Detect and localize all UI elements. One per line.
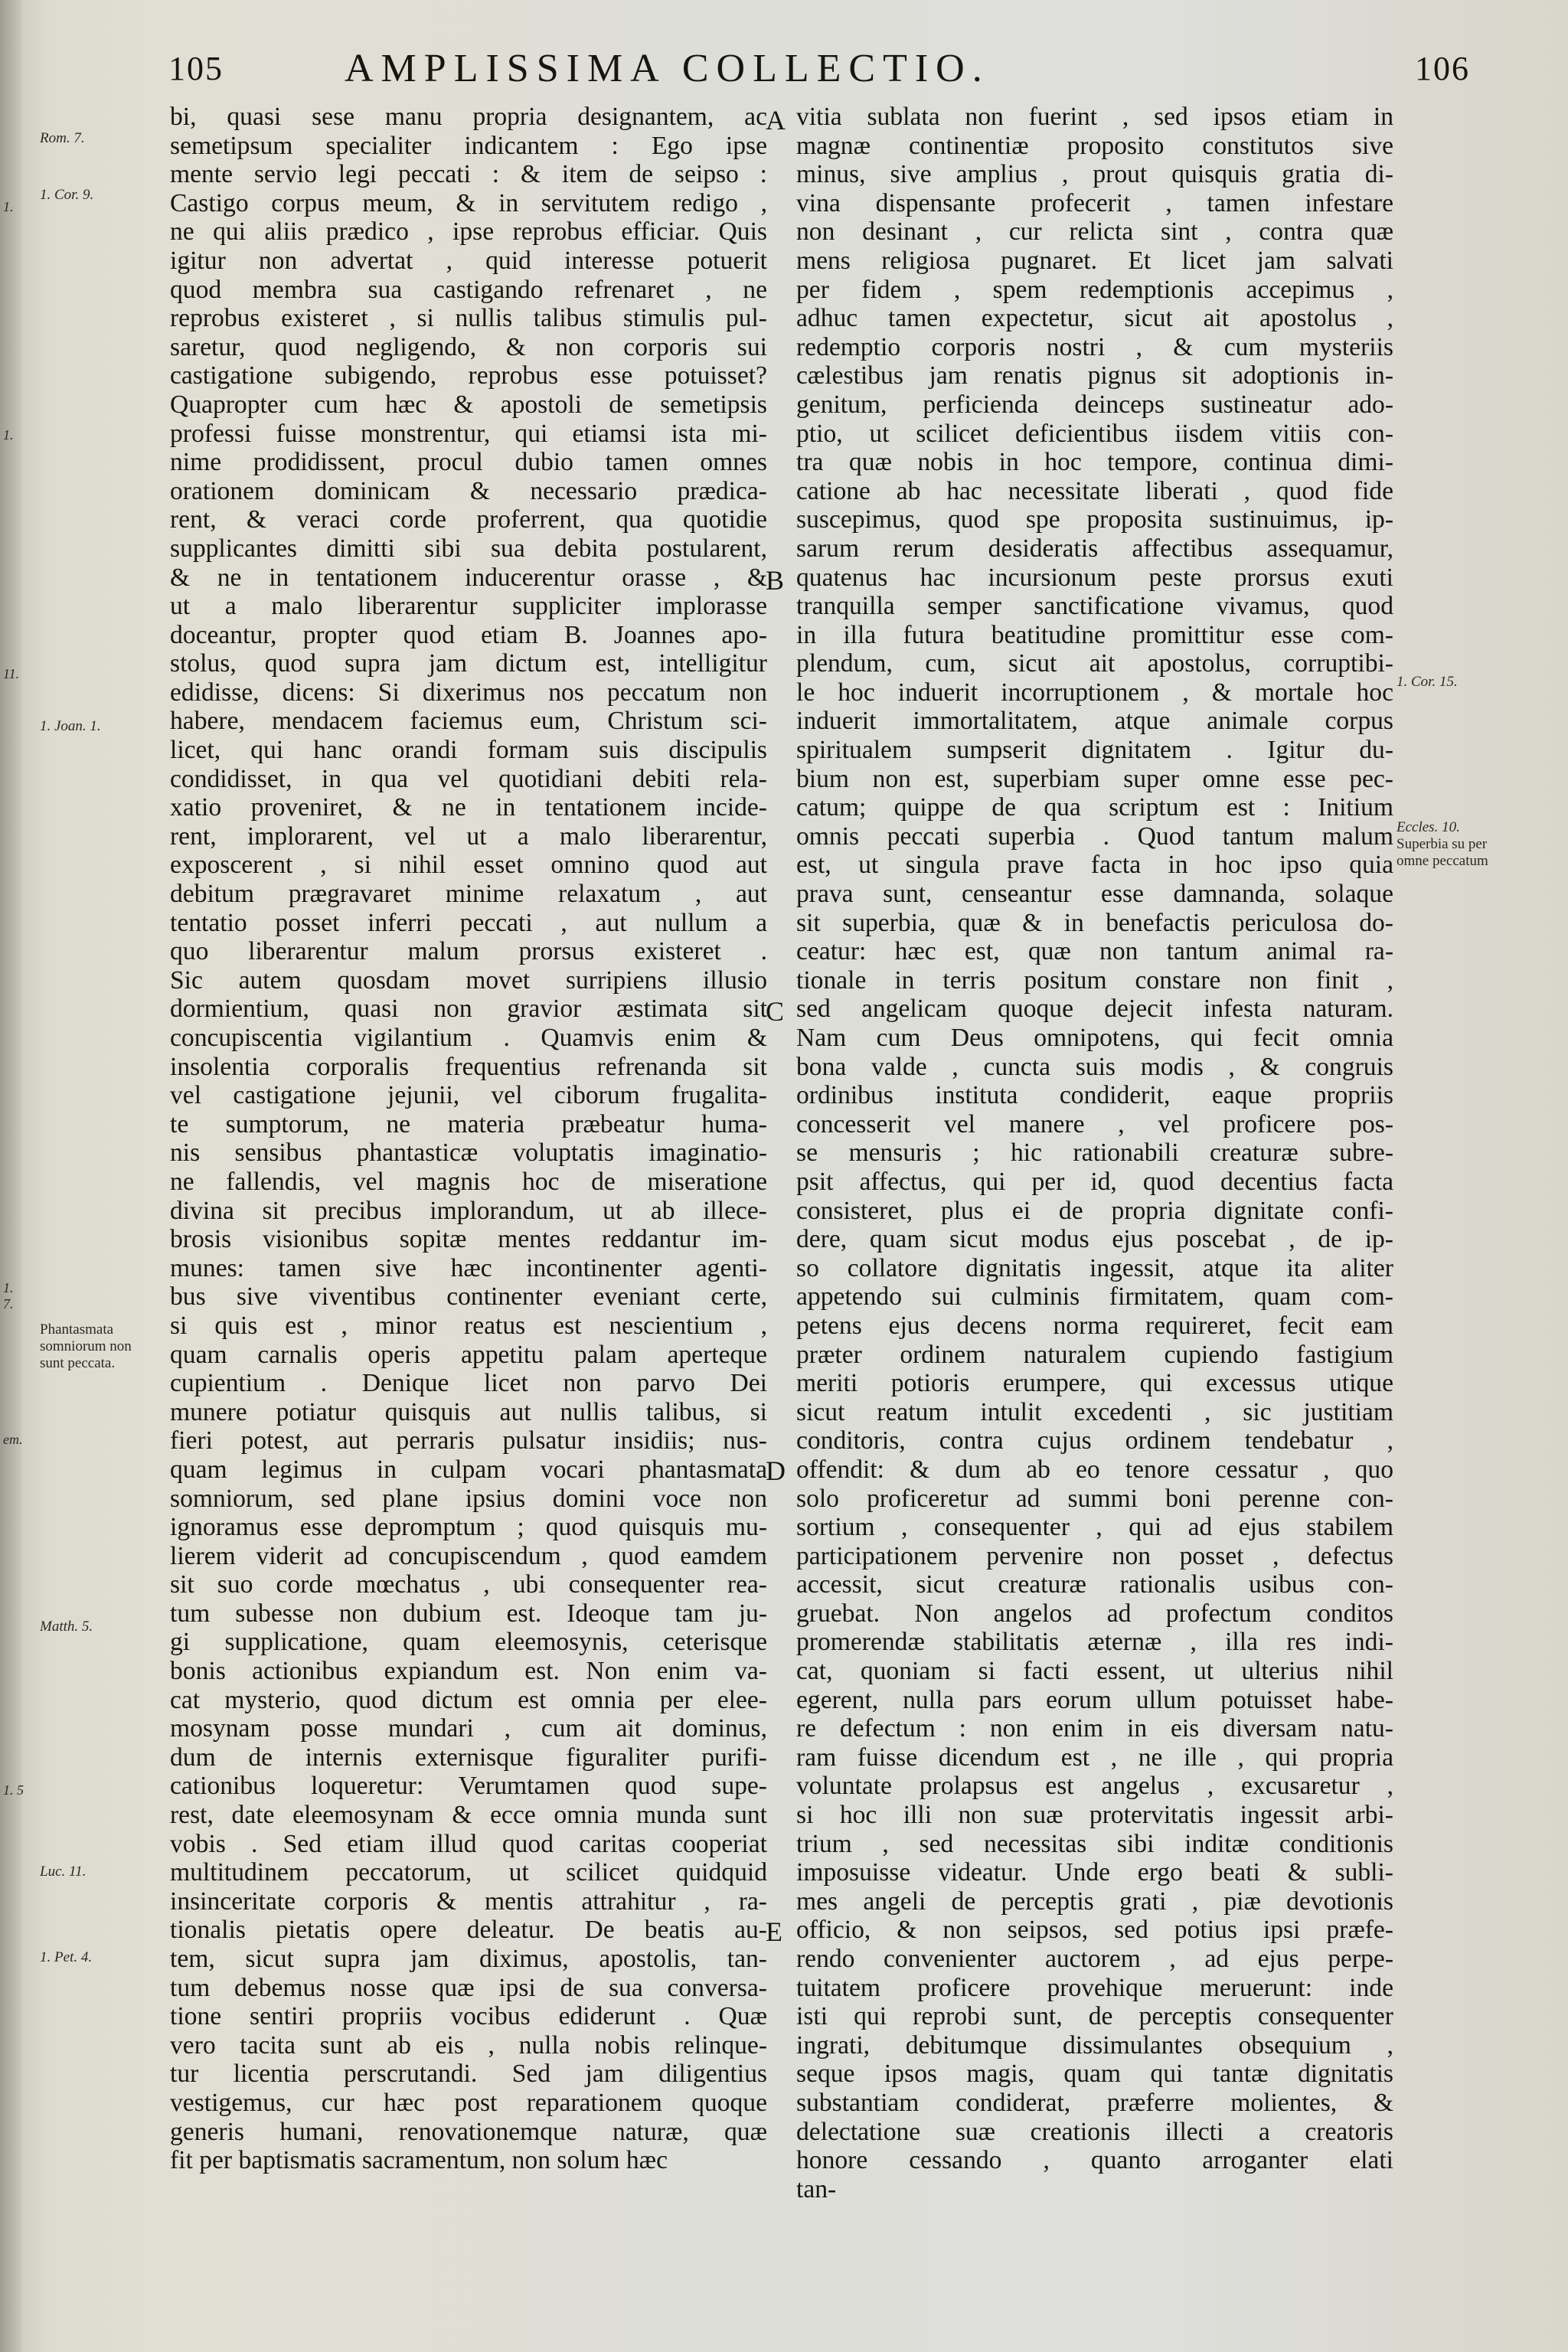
text-line: catum; quippe de qua scriptum est : Initium (796, 793, 1393, 822)
text-line: licet, qui hanc orandi formam suis discipulis (170, 736, 767, 765)
section-letter: B (766, 565, 785, 596)
left-text-column (170, 103, 767, 2175)
text-line: ptio, ut scilicet deficientibus iisdem vitiis con- (796, 419, 1393, 448)
text-line: cat, quoniam si facti essent, ut ulterius nihil (796, 1657, 1393, 1686)
text-line: rendo convenienter auctorem , ad ejus perpe- (796, 1945, 1393, 1973)
text-line: bus sive viventibus continenter eveniant certe, (170, 1282, 767, 1312)
text-line: est, ut singula prave facta in hoc ipso quia (796, 851, 1393, 880)
text-line: gruebat. Non angelos ad profectum conditos (796, 1599, 1393, 1628)
margin-note: Matth. 5. (40, 1619, 93, 1635)
text-line: vina dispensante profecerit , tamen infestare (796, 188, 1393, 217)
page-number-right: 106 (1415, 50, 1470, 87)
text-line: xatio proveniret, & ne in tentationem incide- (170, 793, 767, 822)
edge-fragment: em. (3, 1432, 23, 1447)
text-line: ceatur: hæc est, quæ non tantum animal ra- (796, 937, 1393, 966)
text-line: le hoc induerit incorruptionem , & mortale hoc (796, 678, 1393, 707)
text-line: catione ab hac necessitate liberati , quod fide (796, 476, 1393, 505)
text-line: rent, implorarent, vel ut a malo liberarentur, (170, 822, 767, 851)
text-line: genitum, perficienda deinceps sustineatur ado- (796, 390, 1393, 419)
text-line: tranquilla semper sanctificatione vivamus, quod (796, 592, 1393, 621)
margin-note: 1. Cor. 9. (40, 187, 94, 203)
text-line: cationibus loqueretur: Verumtamen quod supe- (170, 1772, 767, 1801)
edge-fragments (3, 0, 26, 2352)
text-line: so collatore dignitatis ingessit, atque ita aliter (796, 1253, 1393, 1282)
text-line: promerendæ stabilitatis æternæ , illa res indi- (796, 1628, 1393, 1657)
text-line: supplicantes dimitti sibi sua debita postularent, (170, 534, 767, 563)
text-line: orationem dominicam & necessario prædica- (170, 476, 767, 505)
margin-note: Luc. 11. (40, 1864, 87, 1880)
text-line: isti qui reprobi sunt, de perceptis consequenter (796, 2002, 1393, 2031)
text-line: mosynam posse mundari , cum ait dominus, (170, 1714, 767, 1743)
text-line: lierem viderit ad concupiscendum , quod eamdem (170, 1541, 767, 1570)
text-line: exposcerent , si nihil esset omnino quod aut (170, 851, 767, 880)
text-line: non desinant , cur relicta sint , contra quæ (796, 217, 1393, 247)
text-line: & ne in tentationem inducerentur orasse , & (170, 563, 767, 592)
right-margin-notes (1393, 0, 1554, 2352)
edge-fragment: 1. 7. (3, 1280, 14, 1312)
text-line: tionale in terris positum constare non finit , (796, 965, 1393, 995)
text-line: si quis est , minor reatus est nescientium , (170, 1311, 767, 1340)
text-line: tum debemus nosse quæ ipsi de sua conversa- (170, 1973, 767, 2002)
text-line: tur licentia perscrutandi. Sed jam diligentius (170, 2060, 767, 2089)
text-line: in illa futura beatitudine promittitur esse com- (796, 620, 1393, 649)
text-line: ne fallendis, vel magnis hoc de miseratione (170, 1167, 767, 1196)
text-line: brosis visionibus sopitæ mentes reddantur im- (170, 1225, 767, 1254)
text-line: bona valde , cuncta suis modis , & congruis (796, 1052, 1393, 1081)
text-line: doceantur, propter quod etiam B. Joannes apo- (170, 620, 767, 649)
page-header (168, 49, 1485, 103)
text-line: professi fuisse monstrentur, qui etiamsi ista mi- (170, 419, 767, 448)
text-line: rest, date eleemosynam & ecce omnia munda sunt (170, 1801, 767, 1830)
text-line: induerit immortalitatem, atque animale corpus (796, 707, 1393, 736)
text-line: munere potiatur quisquis aut nullis talibus, si (170, 1397, 767, 1426)
text-line: quam legimus in culpam vocari phantasmata (170, 1455, 767, 1484)
text-line: ordinibus instituta condiderit, eaque propriis (796, 1081, 1393, 1110)
text-line: re defectum : non enim in eis diversam natu- (796, 1714, 1393, 1743)
margin-note: Phantasmata somniorum non sunt peccata. (40, 1321, 132, 1371)
text-line: quam carnalis operis appetitu palam aperteque (170, 1340, 767, 1369)
text-line: magnæ continentiæ proposito constitutos sive (796, 131, 1393, 160)
text-line: petens ejus decens norma requireret, fecit eam (796, 1311, 1393, 1340)
text-line: cupientium . Denique licet non parvo Dei (170, 1369, 767, 1398)
text-line: accessit, sicut creaturæ rationalis usibus con- (796, 1570, 1393, 1599)
text-line: psit affectus, qui per id, quod decentius facta (796, 1167, 1393, 1196)
text-line: concesserit vel manere , vel proficere pos- (796, 1109, 1393, 1138)
text-line: insolentia corporalis frequentius refrenanda sit (170, 1052, 767, 1081)
text-line: multitudinem peccatorum, ut scilicet quidquid (170, 1858, 767, 1887)
text-line: per fidem , spem redemptionis accepimus , (796, 275, 1393, 304)
text-line: trium , sed necessitas sibi inditæ conditionis (796, 1829, 1393, 1858)
text-line: imposuisse videatur. Unde ergo beati & subli- (796, 1858, 1393, 1887)
text-line: condidisset, in qua vel quotidiani debiti rela- (170, 764, 767, 793)
section-letter: C (766, 996, 785, 1027)
margin-note: 1. Cor. 15. (1396, 674, 1458, 690)
text-line: tione sentiri propriis vocibus ediderunt . Quæ (170, 2002, 767, 2031)
text-line: tan- (796, 2174, 837, 2203)
text-line: ignoramus esse depromptum ; quod quisquis mu- (170, 1513, 767, 1542)
text-line: Castigo corpus meum, & in servitutem redigo , (170, 188, 767, 217)
text-line: spiritualem sumpserit dignitatem . Igitur du- (796, 736, 1393, 765)
text-line: rent, & veraci corde proferrent, qua quotidie (170, 505, 767, 534)
text-line: participationem pervenire non posset , defectus (796, 1541, 1393, 1570)
text-line: vitia sublata non fuerint , sed ipsos etiam in (796, 103, 1393, 131)
text-line: vel castigatione jejunii, vel ciborum frugalita- (170, 1081, 767, 1110)
text-line: ingrati, debitumque dissimulantes obsequium , (796, 2030, 1393, 2060)
section-letter: D (766, 1455, 786, 1486)
running-title: AMPLISSIMA COLLECTIO. (345, 47, 990, 90)
text-line: fit per baptismatis sacramentum, non solum hæc (170, 2146, 668, 2175)
text-line: adhuc tamen expectetur, sicut ait apostolus , (796, 304, 1393, 333)
text-line: seque ipsos magis, quam qui tantæ dignitatis (796, 2060, 1393, 2089)
text-line: officio, & non seipsos, sed potius ipsi præfe- (796, 1916, 1393, 1945)
text-line: tra quæ nobis in hoc tempore, continua dimi- (796, 448, 1393, 477)
text-line: castigatione subigendo, reprobus esse potuisset? (170, 361, 767, 390)
margin-note: Eccles. 10. (1396, 819, 1460, 835)
text-line: conditoris, contra cujus ordinem tendebatur , (796, 1426, 1393, 1455)
text-line: quod membra sua castigando refrenaret , ne (170, 275, 767, 304)
text-line: solo proficeretur ad summi boni perenne con- (796, 1484, 1393, 1513)
text-line: se mensuris ; hic rationabili creaturæ subre- (796, 1138, 1393, 1168)
margin-note: 1. Joan. 1. (40, 718, 101, 734)
text-line: vero tacita sunt ab eis , nulla nobis relinque- (170, 2030, 767, 2060)
text-line: quo liberarentur malum prorsus existeret . (170, 937, 767, 966)
section-letter: E (766, 1916, 782, 1947)
text-line: Quapropter cum hæc & apostoli de semetipsis (170, 390, 767, 419)
text-line: si hoc illi non suæ protervitatis ingessit arbi- (796, 1801, 1393, 1830)
text-line: ne qui aliis prædico , ipse reprobus efficiar. Quis (170, 217, 767, 247)
text-line: ram fuisse dicendum est , ne ille , qui propria (796, 1743, 1393, 1772)
section-letter: A (766, 105, 786, 136)
text-line: bi, quasi sese manu propria designantem, ac (170, 103, 767, 131)
text-line: concupiscentia vigilantium . Quamvis enim & (170, 1024, 767, 1052)
text-line: plendum, cum, sicut ait apostolus, corruptibi- (796, 649, 1393, 678)
text-line: omnis peccati superbia . Quod tantum malum (796, 822, 1393, 851)
text-line: edidisse, dicens: Si dixerimus nos peccatum non (170, 678, 767, 707)
text-line: tum subesse non dubium est. Ideoque tam ju- (170, 1599, 767, 1628)
text-line: honore cessando , quanto arroganter elati (796, 2146, 1393, 2175)
text-line: te sumptorum, ne materia præbeatur huma- (170, 1109, 767, 1138)
text-line: prava sunt, censeantur esse damnanda, solaque (796, 880, 1393, 909)
text-line: redemptio corporis nostri , & cum mysteriis (796, 332, 1393, 361)
text-line: quatenus hac incursionum peste prorsus exuti (796, 563, 1393, 592)
text-line: mens religiosa pugnaret. Et licet jam salvati (796, 246, 1393, 275)
text-line: sit suo corde mœchatus , ubi consequenter rea- (170, 1570, 767, 1599)
text-line: tem, sicut supra jam diximus, apostolis, tan- (170, 1945, 767, 1973)
margin-note: Rom. 7. (40, 130, 85, 146)
text-line: egerent, nulla pars eorum ullum potuisset habe- (796, 1685, 1393, 1714)
margin-note: 1. Pet. 4. (40, 1949, 93, 1965)
text-line: bium non est, superbiam super omne esse pec- (796, 764, 1393, 793)
text-line: tuitatem proficere provehique meruerunt: inde (796, 1973, 1393, 2002)
edge-fragment: 1. (3, 199, 14, 214)
text-line: semetipsum specialiter indicantem : Ego ipse (170, 131, 767, 160)
edge-fragment: 1. 5 (3, 1782, 24, 1798)
text-line: delectatione suæ creationis illecti a creatoris (796, 2117, 1393, 2146)
text-line: Sic autem quosdam movet surripiens illusio (170, 965, 767, 995)
text-line: igitur non advertat , quid interesse potuerit (170, 246, 767, 275)
text-line: Nam cum Deus omnipotens, qui fecit omnia (796, 1024, 1393, 1052)
text-line: divina sit precibus implorandum, ut ab illece- (170, 1196, 767, 1225)
text-line: debitum prægravaret minime relaxatum , aut (170, 880, 767, 909)
text-line: dum de internis externisque figuraliter purifi- (170, 1743, 767, 1772)
text-line: dere, quam sicut modus ejus poscebat , de ip- (796, 1225, 1393, 1254)
text-line: substantiam condiderat, præferre molientes, & (796, 2088, 1393, 2117)
text-line: tentatio posset inferri peccati , aut nullum a (170, 908, 767, 937)
text-line: bonis actionibus expiandum est. Non enim va- (170, 1657, 767, 1686)
text-line: generis humani, renovationemque naturæ, quæ (170, 2117, 767, 2146)
text-line: insinceritate corporis & mentis attrahitur , ra- (170, 1886, 767, 1916)
text-line: suscepimus, quod spe proposita sustinuimus, ip- (796, 505, 1393, 534)
text-line: appetendo sui culminis firmitatem, quam com- (796, 1282, 1393, 1312)
text-line: sortium , consequenter , qui ad ejus stabilem (796, 1513, 1393, 1542)
text-line: reprobus existeret , si nullis talibus stimulis pul- (170, 304, 767, 333)
text-line: habere, mendacem faciemus eum, Christum sci- (170, 707, 767, 736)
text-line: meriti potioris erumpere, qui excessus utique (796, 1369, 1393, 1398)
margin-note: Superbia su per omne peccatum (1396, 836, 1488, 869)
text-line: voluntate prolapsus est angelus , excusaretur , (796, 1772, 1393, 1801)
text-line: munes: tamen sive hæc incontinenter agenti- (170, 1253, 767, 1282)
text-line: sed angelicam quoque dejecit infesta naturam. (796, 995, 1393, 1024)
text-line: vestigemus, cur hæc post reparationem quoque (170, 2088, 767, 2117)
text-line: somniorum, sed plane ipsius domini voce non (170, 1484, 767, 1513)
text-line: gi supplicatione, quam eleemosynis, ceterisque (170, 1628, 767, 1657)
text-line: consisteret, plus ei de propria dignitate confi- (796, 1196, 1393, 1225)
right-text-column (796, 103, 1393, 2203)
text-line: fieri potest, aut perraris pulsatur insidiis; nus- (170, 1426, 767, 1455)
text-line: mente servio legi peccati : & item de seipso : (170, 160, 767, 189)
text-line: sarum rerum desideratis affectibus assequamur, (796, 534, 1393, 563)
text-line: offendit: & dum ab eo tenore cessatur , quo (796, 1455, 1393, 1484)
text-line: saretur, quod negligendo, & non corporis sui (170, 332, 767, 361)
edge-fragment: 11. (3, 666, 20, 681)
text-line: nime prodidissent, procul dubio tamen omnes (170, 448, 767, 477)
left-margin-notes (40, 0, 162, 2352)
text-line: cat mysterio, quod dictum est omnia per elee- (170, 1685, 767, 1714)
text-line: nis sensibus phantasticæ voluptatis imaginatio- (170, 1138, 767, 1168)
text-line: mes angeli de perceptis grati , piæ devotionis (796, 1886, 1393, 1916)
text-line: minus, sive amplius , prout quisquis gratia di- (796, 160, 1393, 189)
edge-fragment: 1. (3, 427, 14, 443)
text-line: dormientium, quasi non gravior æstimata sit (170, 995, 767, 1024)
text-line: tionalis pietatis opere deleatur. De beatis au- (170, 1916, 767, 1945)
text-line: vobis . Sed etiam illud quod caritas cooperiat (170, 1829, 767, 1858)
text-line: cælestibus jam renatis pignus sit adoptionis in- (796, 361, 1393, 390)
text-line: sicut reatum intulit excedenti , sic justitiam (796, 1397, 1393, 1426)
text-line: sit superbia, quæ & in benefactis periculosa do- (796, 908, 1393, 937)
text-line: ut a malo liberarentur suppliciter implorasse (170, 592, 767, 621)
text-line: præter ordinem naturalem cupiendo fastigium (796, 1340, 1393, 1369)
text-line: stolus, quod supra jam dictum est, intelligitur (170, 649, 767, 678)
page-number-left: 105 (168, 50, 224, 87)
